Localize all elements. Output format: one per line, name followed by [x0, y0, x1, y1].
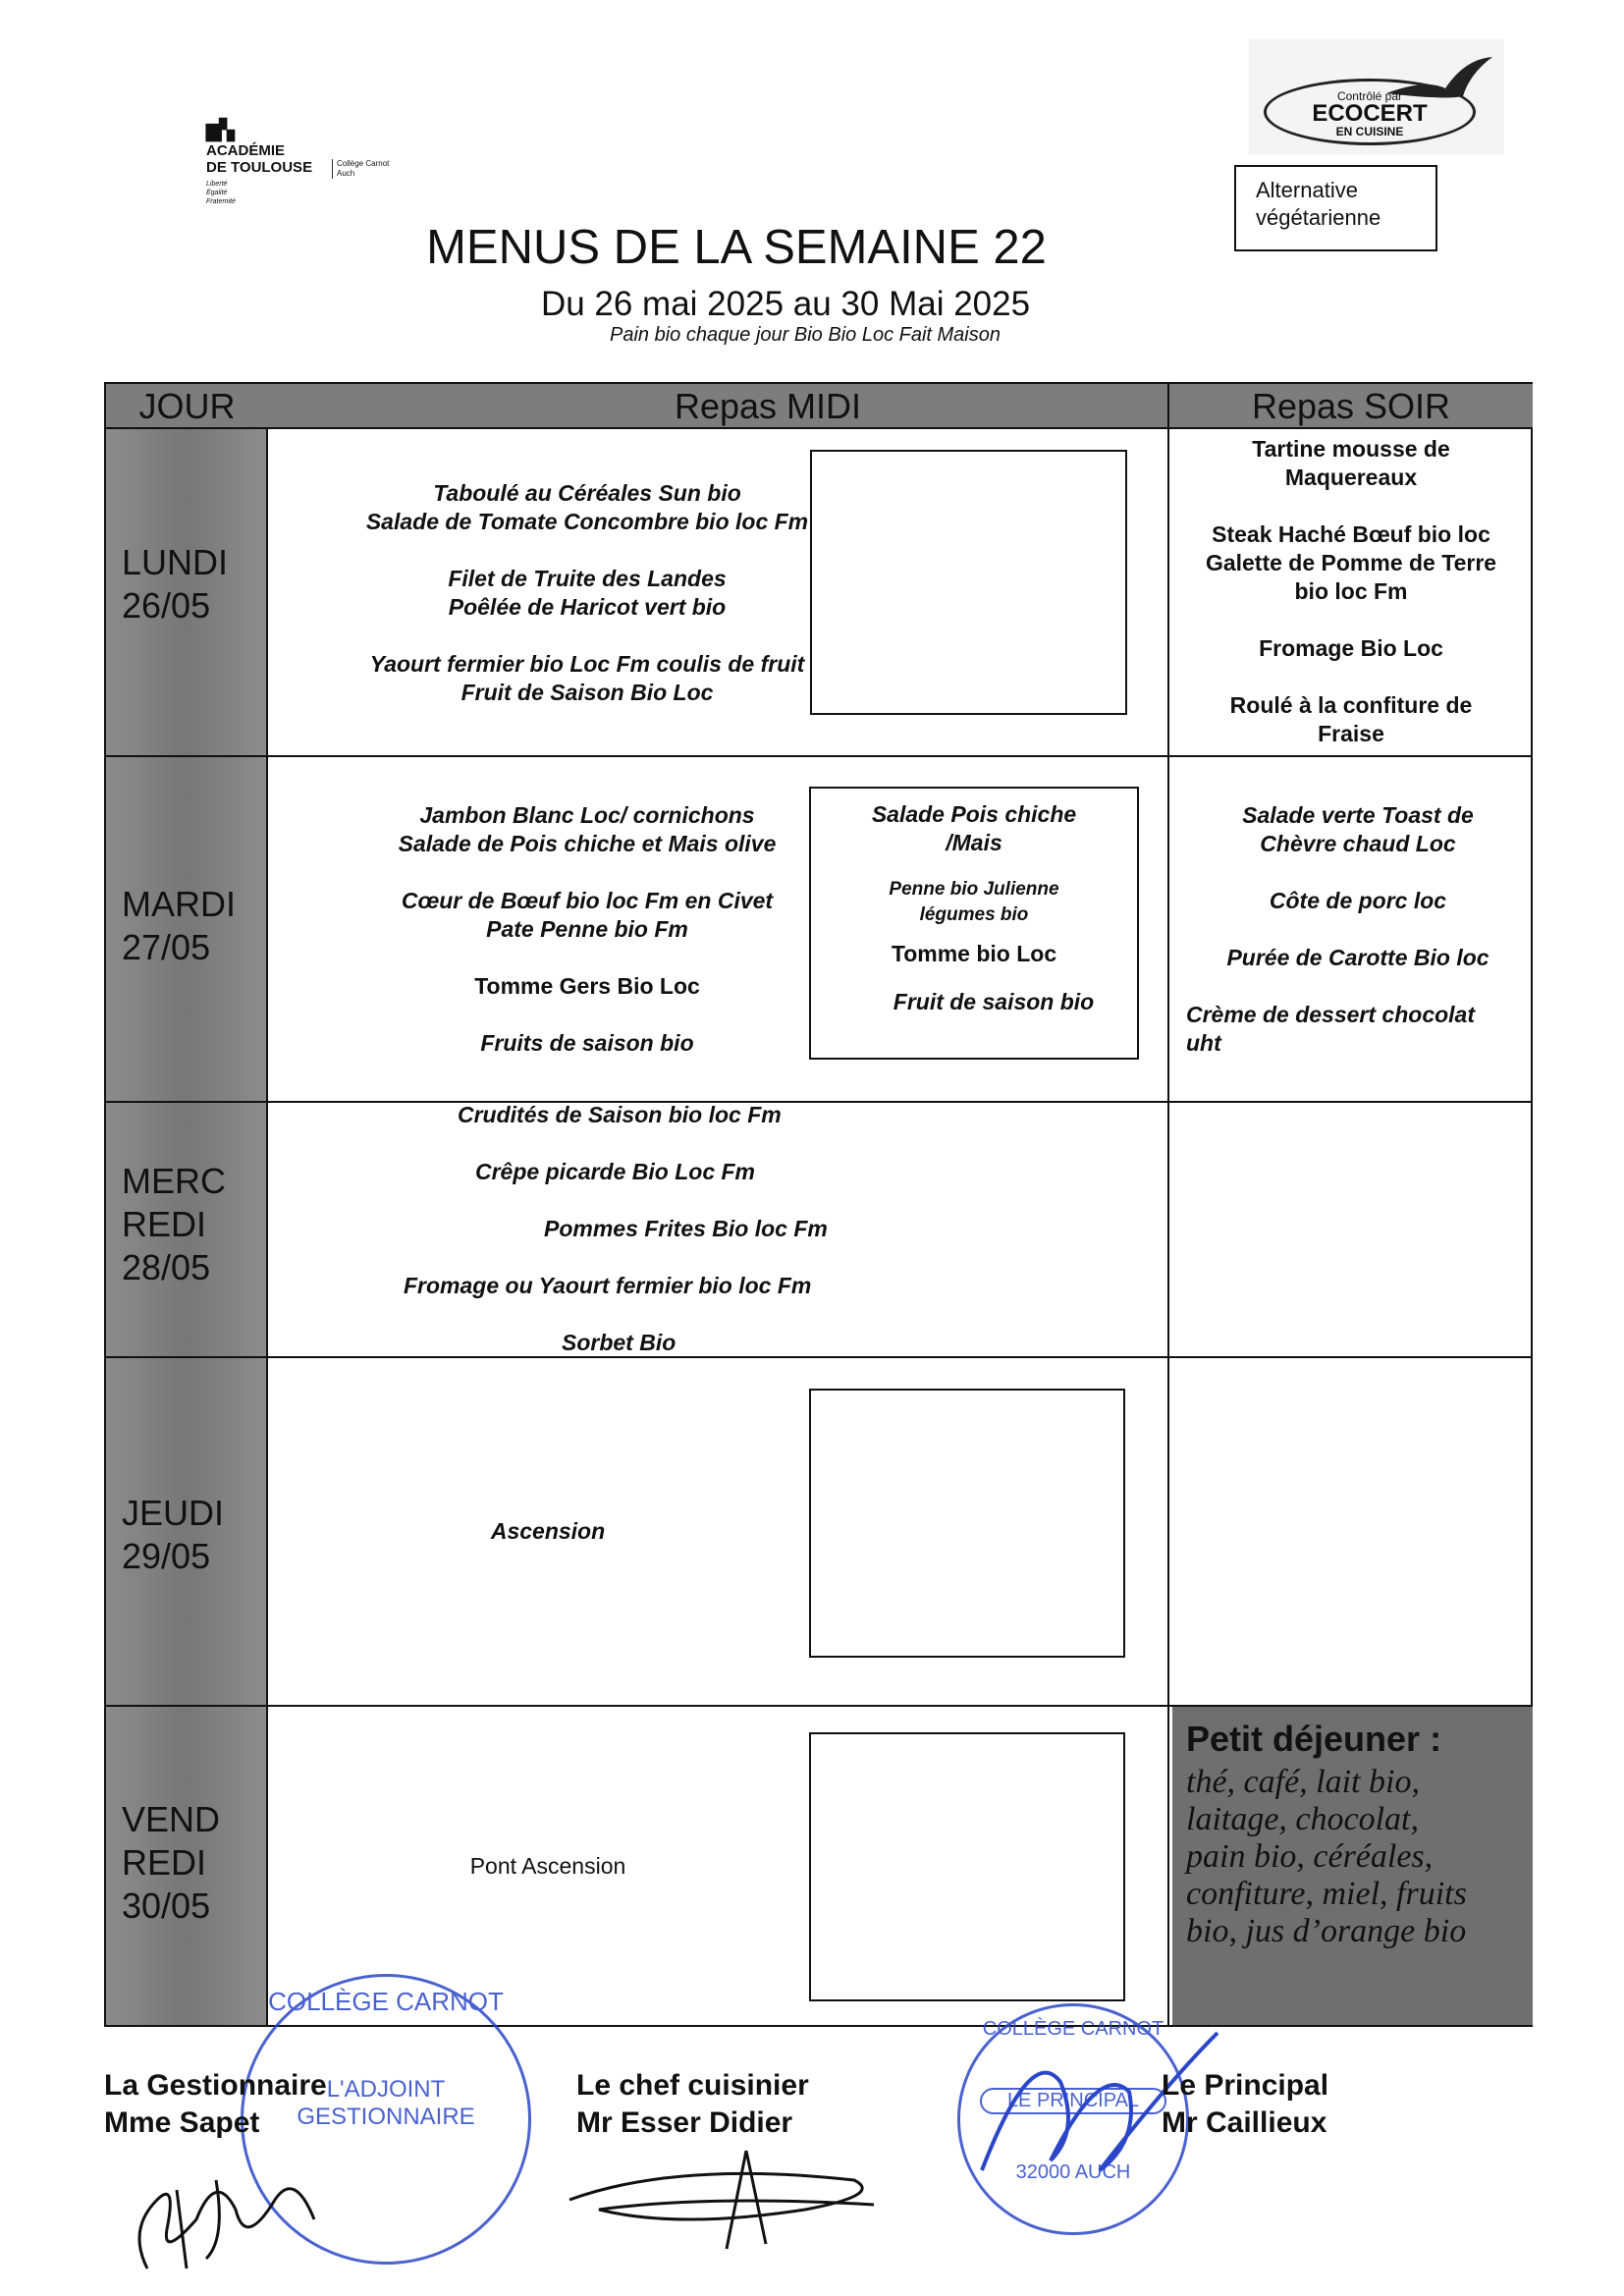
day-jeudi [122, 1492, 224, 1578]
jeudi-midi-menu: Ascension [490, 1518, 606, 1544]
bread-note: Pain bio chaque jour Bio Bio Loc Fait Maison [609, 324, 1001, 346]
day-name-part2: REDI [122, 1842, 207, 1883]
day-name-part1: VEND [122, 1799, 221, 1839]
dish: Yaourt fermier bio Loc Fm coulis de fruit [369, 651, 805, 677]
petit-dejeuner-panel [1172, 1707, 1533, 2025]
breakfast-line: laitage, chocolat, [1186, 1801, 1420, 1837]
row-divider [106, 755, 1531, 757]
dish: Maquereaux [1284, 465, 1418, 490]
dish: Penne bio Julienne [889, 879, 1059, 900]
dish: Côte de porc loc [1269, 888, 1447, 913]
dish: Steak Haché Bœuf bio loc [1212, 521, 1490, 547]
menu-table [104, 382, 1533, 2027]
ecocert-oval [1264, 79, 1476, 145]
gestionnaire-name: Mme Sapet [104, 2106, 260, 2139]
chef-role: Le chef cuisinier [576, 2069, 809, 2102]
mardi-veg-menu [811, 800, 1137, 1016]
ecocert-bottom-text: EN CUISINE [1335, 125, 1404, 138]
date-range: Du 26 mai 2025 au 30 Mai 2025 [540, 285, 1031, 323]
academie-logo [206, 118, 412, 206]
college-line1: Collège Carnot [337, 159, 390, 168]
motto-liberte: Liberté [206, 181, 228, 188]
day-lundi [122, 541, 228, 628]
dish: Tomme bio Loc [891, 941, 1057, 966]
dish: Sorbet Bio [562, 1330, 677, 1355]
dish: Fromage ou Yaourt fermier bio loc Fm [404, 1273, 812, 1298]
day-date: 28/05 [122, 1247, 211, 1287]
dish: Fromage Bio Loc [1259, 635, 1443, 661]
day-name: LUNDI [122, 542, 229, 582]
dish: Filet de Truite des Landes [448, 566, 727, 591]
college-line2: Auch [337, 169, 355, 178]
dish: Pommes Frites Bio loc Fm [544, 1216, 828, 1241]
dish: Fruit de saison bio [893, 989, 1095, 1014]
day-name-part2: REDI [122, 1204, 207, 1244]
lundi-vegetarian-box [810, 450, 1127, 715]
breakfast-line: confiture, miel, fruits [1186, 1876, 1467, 1912]
day-date: 30/05 [122, 1886, 211, 1926]
lundi-soir-menu [1169, 435, 1533, 748]
dish: Fraise [1318, 721, 1384, 746]
chef-signature-block [576, 2067, 809, 2142]
petit-dejeuner-items [1186, 1764, 1530, 1950]
jeudi-vegetarian-box [809, 1389, 1125, 1658]
dish: Taboulé au Céréales Sun bio [433, 480, 741, 506]
academie-line1: ACADÉMIE [206, 142, 286, 159]
motto-fraternite: Fraternité [206, 198, 236, 205]
day-mercredi [122, 1160, 226, 1289]
ecocert-logo [1249, 39, 1504, 155]
mardi-soir-menu [1186, 801, 1530, 1058]
dish: Jambon Blanc Loc/ cornichons [419, 802, 755, 828]
ecocert-name: ECOCERT [1312, 100, 1428, 127]
mercredi-midi-menu [273, 1101, 1157, 1357]
petit-dejeuner-title: Petit déjeuner : [1186, 1719, 1442, 1759]
dish: Crêpe picarde Bio Loc Fm [475, 1159, 756, 1184]
dish: uht [1186, 1030, 1221, 1056]
dish: Galette de Pomme de Terre [1205, 550, 1497, 575]
day-vendredi [122, 1798, 220, 1928]
header-jour: JOUR [106, 384, 268, 429]
dish: Poêlée de Haricot vert bio [448, 594, 727, 620]
stamp-center-text: L'ADJOINT GESTIONNAIRE [297, 2076, 475, 2130]
dish: Cœur de Bœuf bio loc Fm en Civet [401, 888, 774, 913]
mardi-midi-menu [273, 801, 901, 1058]
dish: Tomme Gers Bio Loc [474, 973, 700, 999]
chef-name: Mr Esser Didier [576, 2106, 793, 2139]
academie-line2: DE TOULOUSE [206, 159, 313, 176]
breakfast-line: pain bio, céréales, [1186, 1838, 1434, 1875]
dish: Purée de Carotte Bio loc [1226, 945, 1489, 970]
marianne-icon: ▆▚ [206, 120, 233, 141]
alternative-line2: végétarienne [1256, 205, 1381, 230]
day-date: 27/05 [122, 927, 211, 967]
stamp-ring-top: COLLÈGE CARNOT [982, 2018, 1164, 2040]
gestionnaire-role: La Gestionnaire [104, 2069, 327, 2102]
dish: bio loc Fm [1294, 578, 1408, 604]
alternative-vegetarienne-legend [1234, 165, 1437, 251]
vendredi-midi-menu: Pont Ascension [469, 1853, 626, 1879]
dish: Fruit de Saison Bio Loc [460, 680, 714, 705]
day-date: 29/05 [122, 1536, 211, 1576]
stamp-ring-bottom: 32000 AUCH [1015, 2161, 1131, 2183]
dish: Salade de Pois chiche et Mais olive [398, 831, 777, 856]
dish: Roulé à la confiture de [1229, 692, 1473, 718]
principal-signature-block [1162, 2067, 1328, 2142]
alternative-line1: Alternative [1256, 178, 1358, 202]
header-soir: Repas SOIR [1169, 384, 1533, 429]
mardi-vegetarian-box [809, 787, 1139, 1060]
lundi-midi-menu [273, 479, 901, 707]
day-name: JEUDI [122, 1493, 225, 1533]
principal-name: Mr Caillieux [1162, 2106, 1327, 2139]
dish: Salade de Tomate Concombre bio loc Fm [365, 509, 809, 534]
vendredi-vegetarian-box [809, 1732, 1125, 2001]
dish: Salade verte Toast de [1242, 802, 1474, 828]
breakfast-line: thé, café, lait bio, [1186, 1764, 1420, 1800]
gestionnaire-signature [118, 2111, 334, 2278]
dish: /Mais [946, 830, 1002, 855]
chef-signature [560, 2141, 893, 2259]
dish: légumes bio [919, 904, 1029, 925]
college-name [332, 159, 406, 179]
day-mardi [122, 883, 236, 969]
dish: Crème de dessert chocolat [1186, 1002, 1476, 1027]
ecocert-top-text: Contrôlé par [1336, 89, 1403, 103]
stamp-ring-text: COLLÈGE CARNOT [268, 1987, 504, 2016]
day-date: 26/05 [122, 585, 211, 626]
dish: Crudités de Saison bio loc Fm [458, 1102, 782, 1127]
dish: Salade Pois chiche [871, 801, 1077, 827]
day-name: MARDI [122, 884, 236, 924]
principal-role: Le Principal [1162, 2069, 1329, 2102]
dish: Tartine mousse de [1252, 436, 1450, 462]
dish: Fruits de saison bio [480, 1030, 694, 1056]
stamp-center-text: LE PRINCIPAL [980, 2088, 1166, 2114]
page-title: MENUS DE LA SEMAINE 22 [426, 221, 1047, 274]
dish: Chèvre chaud Loc [1260, 831, 1456, 856]
breakfast-line: bio, jus d’orange bio [1186, 1913, 1467, 1949]
motto-egalite: Égalité [206, 190, 228, 196]
header-midi: Repas MIDI [268, 384, 1268, 429]
day-name-part1: MERC [122, 1161, 226, 1201]
dish: Pate Penne bio Fm [486, 916, 688, 942]
